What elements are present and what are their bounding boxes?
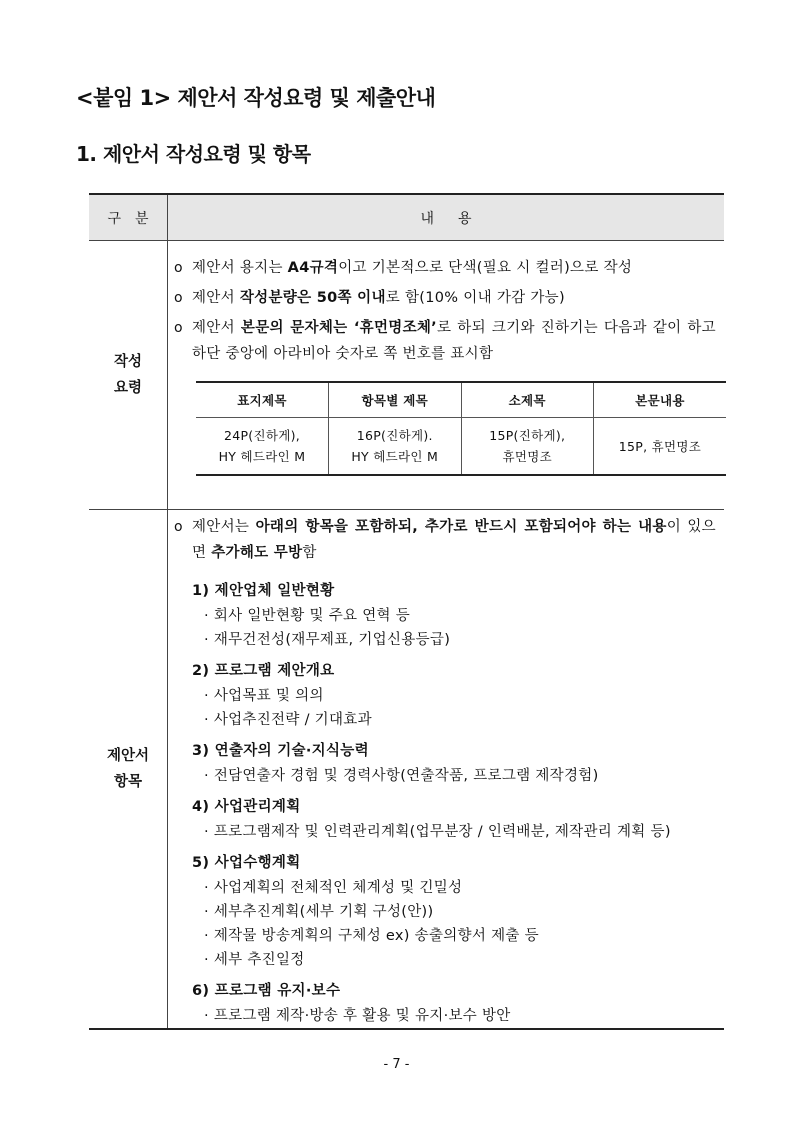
section-heading: 1) 제안업체 일반현황 [192, 583, 335, 599]
list-item: · 사업목표 및 의의 [204, 688, 324, 704]
font-spec-cell: 15P(진하게), 휴먼명조 [461, 418, 594, 476]
list-item: · 재무건전성(재무제표, 기업신용등급) [204, 632, 451, 648]
font-spec-header-row [196, 382, 726, 418]
list-item: · 세부추진계획(세부 기획 구성(안)) [204, 904, 434, 920]
font-spec-cell: 15P, 휴먼명조 [594, 418, 727, 476]
section-title: 1. 제안서 작성요령 및 항목 [76, 142, 311, 166]
list-item: o 제안서는 아래의 항목을 포함하되, 추가로 반드시 포함되어야 하는 내용이 있으면 추가해도 무방함 [174, 514, 716, 566]
font-spec-cell: 24P(진하게), HY 헤드라인 M [196, 418, 329, 476]
proposal-section [174, 738, 716, 788]
list-item: · 세부 추진일정 [204, 952, 305, 968]
list-item: · 프로그램제작 및 인력관리계획(업무분장 / 인력배분, 제작관리 계획 등) [204, 824, 671, 840]
font-spec-cell: 16P(진하게). HY 헤드라인 M [329, 418, 462, 476]
row-label-proposal-items: 제안서 항목 [89, 510, 168, 1030]
proposal-section [174, 658, 716, 732]
list-item: · 프로그램 제작·방송 후 활용 및 유지·보수 방안 [204, 1008, 511, 1024]
list-item: o 제안서 본문의 문자체는 ‘휴먼명조체’로 하되 크기와 진하기는 다음과 같이 하고 하단 중앙에 아라비아 숫자로 쪽 번호를 표시함 [174, 315, 716, 367]
writing-guide-content [168, 241, 725, 510]
attachment-title: <붙임 1> 제안서 작성요령 및 제출안내 [76, 86, 436, 110]
font-spec-header: 본문내용 [594, 382, 727, 418]
list-item: o 제안서 작성분량은 50쪽 이내로 함(10% 이내 가감 가능) [174, 285, 716, 311]
proposal-section [174, 578, 716, 652]
proposal-items-content [168, 510, 725, 1030]
section-heading: 6) 프로그램 유지·보수 [192, 983, 341, 999]
row-label-writing-guide: 작성 요령 [89, 241, 168, 510]
section-heading: 4) 사업관리계획 [192, 799, 301, 815]
table-row [89, 241, 724, 510]
font-spec-header: 소제목 [461, 382, 594, 418]
section-heading: 5) 사업수행계획 [192, 855, 301, 871]
proposal-sections [174, 578, 716, 1028]
table-header-row [89, 194, 724, 241]
list-item: · 사업추진전략 / 기대효과 [204, 712, 372, 728]
list-item: · 제작물 방송계획의 구체성 ex) 송출의향서 제출 등 [204, 928, 539, 944]
section-heading: 2) 프로그램 제안개요 [192, 663, 335, 679]
font-spec-header: 항목별 제목 [329, 382, 462, 418]
proposal-section [174, 794, 716, 844]
header-category: 구분 [89, 194, 168, 241]
bullet-icon: o [174, 290, 183, 306]
table-row [89, 510, 724, 1030]
section-heading: 3) 연출자의 기술·지식능력 [192, 743, 369, 759]
bullet-icon: o [174, 260, 183, 276]
header-content: 내용 [168, 194, 725, 241]
list-item: · 사업계획의 전체적인 체계성 및 긴밀성 [204, 880, 463, 896]
proposal-section [174, 978, 716, 1028]
list-item: · 회사 일반현황 및 주요 연혁 등 [204, 608, 411, 624]
proposal-guide-table [89, 193, 724, 1030]
font-spec-value-row [196, 418, 726, 476]
list-item: o 제안서 용지는 A4규격이고 기본적으로 단색(필요 시 컬러)으로 작성 [174, 255, 716, 281]
bullet-icon: o [174, 320, 183, 336]
page-number: - 7 - [383, 1057, 410, 1072]
proposal-section [174, 850, 716, 972]
font-spec-header: 표지제목 [196, 382, 329, 418]
bullet-icon: o [174, 519, 183, 535]
list-item: · 전담연출자 경험 및 경력사항(연출작품, 프로그램 제작경험) [204, 768, 599, 784]
font-spec-table [196, 381, 726, 476]
